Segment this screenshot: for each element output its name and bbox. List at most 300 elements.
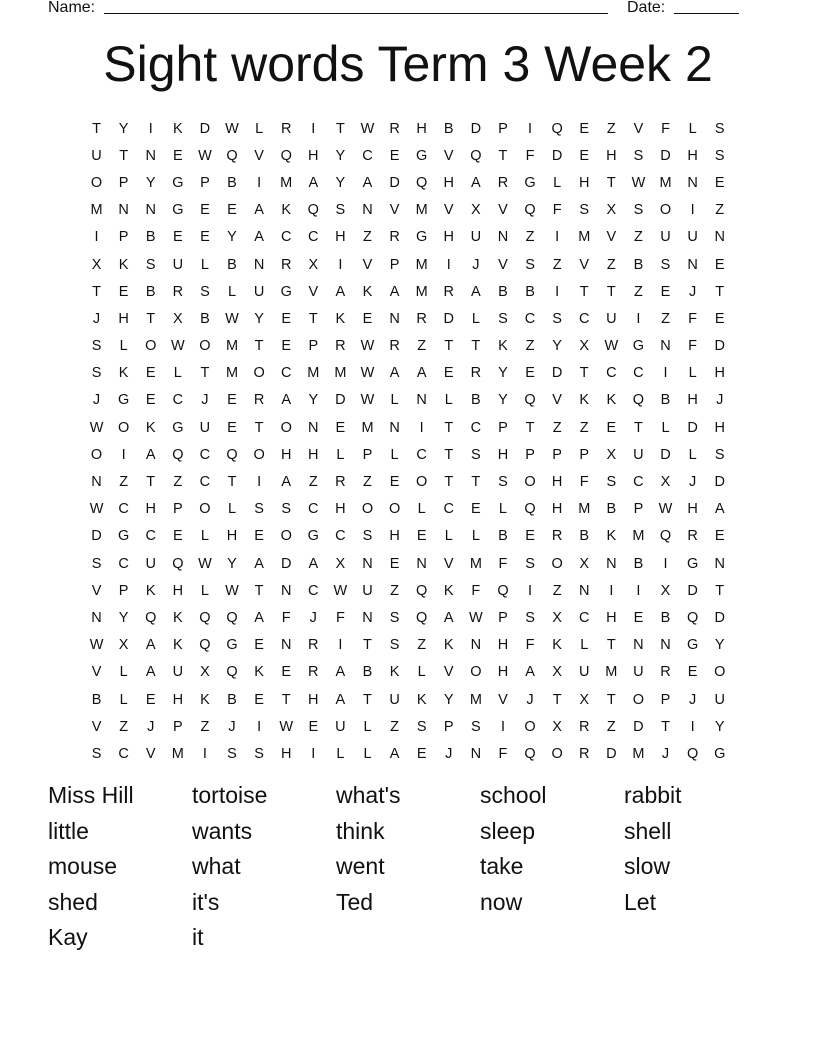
grid-letter[interactable]: M: [225, 338, 239, 355]
grid-letter[interactable]: A: [254, 229, 264, 246]
grid-letter[interactable]: U: [578, 664, 590, 681]
grid-letter[interactable]: X: [579, 691, 590, 708]
grid-letter[interactable]: V: [389, 202, 400, 219]
grid-letter[interactable]: Y: [145, 174, 156, 191]
grid-letter[interactable]: E: [200, 229, 210, 246]
grid-letter[interactable]: K: [579, 392, 590, 409]
grid-letter[interactable]: L: [119, 691, 128, 708]
grid-letter[interactable]: D: [606, 745, 617, 762]
grid-letter[interactable]: R: [551, 528, 563, 545]
grid-letter[interactable]: A: [389, 283, 400, 300]
grid-letter[interactable]: S: [145, 256, 156, 273]
grid-letter[interactable]: D: [714, 338, 725, 355]
grid-letter[interactable]: E: [579, 147, 590, 164]
grid-letter[interactable]: P: [443, 718, 454, 735]
grid-letter[interactable]: H: [280, 745, 292, 762]
grid-letter[interactable]: M: [334, 365, 347, 382]
grid-letter[interactable]: E: [200, 202, 210, 219]
grid-letter[interactable]: N: [145, 147, 156, 164]
grid-letter[interactable]: R: [389, 338, 400, 355]
grid-letter[interactable]: F: [579, 474, 589, 491]
grid-letter[interactable]: J: [526, 691, 534, 708]
grid-letter[interactable]: U: [389, 691, 400, 708]
grid-letter[interactable]: C: [308, 229, 319, 246]
grid-letter[interactable]: N: [362, 555, 373, 572]
grid-letter[interactable]: C: [172, 392, 184, 409]
grid-letter[interactable]: Q: [416, 609, 428, 626]
grid-letter[interactable]: V: [579, 256, 590, 273]
grid-letter[interactable]: M: [225, 365, 239, 382]
grid-letter[interactable]: G: [172, 419, 184, 436]
grid-letter[interactable]: Q: [280, 147, 292, 164]
grid-letter[interactable]: R: [280, 256, 292, 273]
grid-letter[interactable]: L: [417, 501, 426, 518]
grid-letter[interactable]: L: [688, 446, 697, 463]
grid-letter[interactable]: N: [497, 229, 509, 246]
grid-letter[interactable]: Q: [524, 745, 536, 762]
grid-letter[interactable]: J: [688, 283, 697, 300]
grid-letter[interactable]: W: [225, 120, 239, 137]
grid-letter[interactable]: H: [551, 501, 563, 518]
grid-letter[interactable]: H: [497, 637, 509, 654]
grid-letter[interactable]: J: [92, 310, 101, 327]
grid-letter[interactable]: Q: [524, 202, 536, 219]
grid-letter[interactable]: I: [690, 718, 695, 735]
grid-letter[interactable]: D: [91, 528, 102, 545]
grid-letter[interactable]: T: [715, 582, 725, 599]
grid-letter[interactable]: Z: [661, 310, 670, 327]
grid-letter[interactable]: Z: [390, 582, 399, 599]
grid-letter[interactable]: N: [389, 419, 400, 436]
grid-letter[interactable]: L: [498, 501, 507, 518]
grid-letter[interactable]: K: [118, 365, 129, 382]
grid-letter[interactable]: E: [416, 528, 427, 545]
grid-letter[interactable]: C: [362, 147, 373, 164]
grid-letter[interactable]: T: [363, 691, 372, 708]
grid-letter[interactable]: S: [362, 528, 373, 545]
grid-letter[interactable]: E: [633, 609, 644, 626]
grid-letter[interactable]: E: [227, 202, 237, 219]
grid-letter[interactable]: R: [253, 392, 265, 409]
grid-letter[interactable]: L: [200, 256, 209, 273]
grid-letter[interactable]: A: [714, 501, 725, 518]
grid-letter[interactable]: D: [714, 474, 725, 491]
grid-letter[interactable]: E: [714, 256, 725, 273]
grid-letter[interactable]: R: [470, 365, 482, 382]
grid-letter[interactable]: P: [660, 691, 671, 708]
grid-letter[interactable]: S: [254, 745, 264, 762]
grid-letter[interactable]: I: [636, 310, 641, 327]
grid-letter[interactable]: I: [94, 229, 99, 246]
grid-letter[interactable]: H: [308, 147, 319, 164]
grid-letter[interactable]: R: [497, 174, 509, 191]
grid-letter[interactable]: H: [335, 229, 346, 246]
grid-letter[interactable]: B: [498, 528, 508, 545]
grid-letter[interactable]: L: [255, 120, 264, 137]
grid-letter[interactable]: N: [416, 555, 427, 572]
grid-letter[interactable]: N: [660, 338, 671, 355]
grid-letter[interactable]: M: [659, 174, 672, 191]
grid-letter[interactable]: G: [416, 147, 428, 164]
grid-letter[interactable]: I: [338, 637, 343, 654]
grid-letter[interactable]: Z: [715, 202, 725, 219]
grid-letter[interactable]: A: [145, 446, 156, 463]
grid-letter[interactable]: B: [443, 120, 454, 137]
grid-letter[interactable]: X: [579, 338, 590, 355]
grid-letter[interactable]: B: [660, 392, 671, 409]
grid-letter[interactable]: N: [687, 256, 698, 273]
grid-letter[interactable]: Q: [497, 582, 509, 599]
grid-letter[interactable]: E: [227, 419, 237, 436]
grid-letter[interactable]: E: [172, 229, 183, 246]
grid-letter[interactable]: T: [308, 310, 318, 327]
grid-letter[interactable]: J: [92, 392, 101, 409]
grid-letter[interactable]: I: [690, 202, 695, 219]
grid-letter[interactable]: Y: [443, 691, 454, 708]
grid-letter[interactable]: E: [525, 365, 535, 382]
grid-letter[interactable]: Y: [308, 392, 319, 409]
grid-letter[interactable]: W: [89, 501, 104, 518]
grid-letter[interactable]: M: [415, 283, 428, 300]
grid-letter[interactable]: Y: [498, 365, 508, 382]
grid-letter[interactable]: V: [91, 582, 102, 599]
grid-letter[interactable]: L: [417, 664, 426, 681]
grid-letter[interactable]: L: [200, 528, 209, 545]
grid-letter[interactable]: S: [633, 202, 644, 219]
grid-letter[interactable]: P: [118, 229, 129, 246]
grid-letter[interactable]: N: [308, 419, 319, 436]
grid-letter[interactable]: P: [525, 446, 535, 463]
grid-letter[interactable]: B: [145, 229, 156, 246]
grid-letter[interactable]: G: [714, 745, 726, 762]
grid-letter[interactable]: D: [687, 419, 698, 436]
grid-letter[interactable]: Z: [633, 229, 643, 246]
grid-letter[interactable]: C: [443, 501, 454, 518]
grid-letter[interactable]: T: [335, 120, 345, 137]
grid-letter[interactable]: W: [225, 582, 239, 599]
grid-letter[interactable]: K: [606, 528, 617, 545]
grid-letter[interactable]: D: [280, 555, 292, 572]
grid-letter[interactable]: R: [660, 664, 671, 681]
grid-letter[interactable]: Q: [307, 202, 319, 219]
grid-letter[interactable]: A: [471, 283, 481, 300]
grid-letter[interactable]: Y: [118, 609, 129, 626]
grid-letter[interactable]: Q: [199, 609, 211, 626]
grid-letter[interactable]: B: [200, 310, 210, 327]
grid-letter[interactable]: Z: [579, 419, 589, 436]
grid-letter[interactable]: D: [335, 392, 346, 409]
grid-letter[interactable]: N: [91, 474, 102, 491]
grid-letter[interactable]: H: [280, 446, 292, 463]
grid-letter[interactable]: S: [91, 338, 102, 355]
grid-letter[interactable]: Z: [525, 338, 535, 355]
grid-letter[interactable]: X: [552, 664, 562, 681]
grid-letter[interactable]: G: [632, 338, 645, 355]
grid-letter[interactable]: H: [443, 229, 454, 246]
grid-letter[interactable]: H: [416, 120, 427, 137]
grid-letter[interactable]: E: [471, 501, 481, 518]
grid-letter[interactable]: W: [225, 310, 239, 327]
grid-letter[interactable]: B: [633, 256, 644, 273]
grid-letter[interactable]: R: [389, 120, 400, 137]
grid-letter[interactable]: G: [172, 174, 184, 191]
grid-letter[interactable]: D: [660, 147, 671, 164]
grid-letter[interactable]: V: [498, 202, 508, 219]
grid-letter[interactable]: O: [714, 664, 726, 681]
grid-letter[interactable]: A: [145, 637, 156, 654]
grid-letter[interactable]: H: [497, 446, 509, 463]
grid-letter[interactable]: L: [580, 637, 589, 654]
grid-letter[interactable]: K: [362, 283, 373, 300]
grid-letter[interactable]: Y: [227, 229, 237, 246]
grid-letter[interactable]: X: [660, 582, 671, 599]
grid-letter[interactable]: N: [714, 229, 725, 246]
grid-letter[interactable]: H: [443, 174, 454, 191]
grid-letter[interactable]: V: [498, 256, 508, 273]
grid-letter[interactable]: D: [633, 718, 644, 735]
grid-letter[interactable]: E: [443, 365, 454, 382]
grid-letter[interactable]: C: [633, 474, 644, 491]
grid-letter[interactable]: S: [254, 501, 264, 518]
grid-letter[interactable]: Z: [363, 474, 372, 491]
grid-letter[interactable]: C: [578, 609, 590, 626]
grid-letter[interactable]: K: [606, 392, 617, 409]
grid-letter[interactable]: S: [525, 609, 535, 626]
grid-letter[interactable]: P: [579, 446, 590, 463]
grid-letter[interactable]: E: [389, 555, 400, 572]
grid-letter[interactable]: L: [661, 419, 670, 436]
grid-letter[interactable]: C: [145, 528, 156, 545]
grid-letter[interactable]: N: [470, 637, 482, 654]
grid-letter[interactable]: L: [363, 745, 372, 762]
grid-letter[interactable]: T: [92, 283, 101, 300]
grid-letter[interactable]: I: [636, 582, 641, 599]
grid-letter[interactable]: Z: [633, 283, 643, 300]
grid-letter[interactable]: H: [551, 474, 563, 491]
grid-letter[interactable]: K: [145, 582, 156, 599]
grid-letter[interactable]: H: [118, 310, 129, 327]
grid-letter[interactable]: B: [227, 174, 237, 191]
grid-letter[interactable]: J: [228, 718, 236, 735]
grid-letter[interactable]: A: [525, 664, 535, 681]
grid-letter[interactable]: H: [687, 147, 698, 164]
grid-letter[interactable]: J: [716, 392, 724, 409]
grid-letter[interactable]: C: [524, 310, 536, 327]
grid-letter[interactable]: V: [606, 229, 617, 246]
grid-letter[interactable]: Y: [552, 338, 562, 355]
grid-letter[interactable]: T: [444, 338, 454, 355]
grid-letter[interactable]: F: [661, 120, 670, 137]
grid-letter[interactable]: L: [444, 528, 453, 545]
grid-letter[interactable]: M: [578, 229, 591, 246]
grid-letter[interactable]: A: [308, 555, 319, 572]
grid-letter[interactable]: P: [498, 120, 508, 137]
grid-letter[interactable]: X: [200, 664, 210, 681]
grid-letter[interactable]: I: [555, 229, 560, 246]
grid-letter[interactable]: M: [90, 202, 103, 219]
grid-letter[interactable]: I: [419, 419, 424, 436]
grid-letter[interactable]: R: [443, 283, 454, 300]
grid-letter[interactable]: Z: [173, 474, 183, 491]
grid-letter[interactable]: O: [253, 446, 265, 463]
grid-letter[interactable]: M: [578, 501, 591, 518]
grid-letter[interactable]: E: [145, 392, 156, 409]
grid-letter[interactable]: S: [471, 718, 481, 735]
grid-letter[interactable]: L: [390, 446, 399, 463]
grid-letter[interactable]: L: [227, 283, 237, 300]
grid-letter[interactable]: F: [552, 202, 562, 219]
grid-letter[interactable]: T: [363, 637, 372, 654]
grid-letter[interactable]: K: [281, 202, 292, 219]
grid-letter[interactable]: N: [362, 202, 373, 219]
grid-letter[interactable]: W: [170, 338, 185, 355]
grid-letter[interactable]: N: [714, 555, 725, 572]
grid-letter[interactable]: I: [446, 256, 451, 273]
name-blank-line[interactable]: [104, 13, 608, 14]
grid-letter[interactable]: O: [659, 202, 672, 219]
grid-letter[interactable]: Q: [416, 582, 428, 599]
grid-letter[interactable]: C: [308, 501, 319, 518]
grid-letter[interactable]: U: [470, 229, 482, 246]
grid-letter[interactable]: V: [443, 202, 454, 219]
grid-letter[interactable]: X: [308, 256, 319, 273]
grid-letter[interactable]: A: [335, 691, 346, 708]
grid-letter[interactable]: M: [632, 745, 645, 762]
grid-letter[interactable]: P: [633, 501, 644, 518]
grid-letter[interactable]: H: [226, 528, 238, 545]
grid-letter[interactable]: Y: [335, 147, 346, 164]
grid-letter[interactable]: M: [469, 555, 482, 572]
grid-letter[interactable]: M: [605, 664, 618, 681]
grid-letter[interactable]: K: [498, 338, 508, 355]
grid-letter[interactable]: M: [307, 365, 320, 382]
grid-letter[interactable]: O: [632, 691, 645, 708]
grid-letter[interactable]: Z: [363, 229, 372, 246]
grid-letter[interactable]: H: [145, 501, 156, 518]
grid-letter[interactable]: J: [688, 474, 697, 491]
grid-letter[interactable]: O: [90, 174, 103, 191]
grid-letter[interactable]: F: [281, 609, 291, 626]
grid-letter[interactable]: S: [714, 147, 725, 164]
grid-letter[interactable]: R: [335, 338, 346, 355]
grid-letter[interactable]: E: [335, 419, 346, 436]
grid-letter[interactable]: Q: [551, 120, 563, 137]
grid-letter[interactable]: X: [579, 555, 590, 572]
grid-letter[interactable]: H: [389, 528, 400, 545]
grid-letter[interactable]: V: [552, 392, 562, 409]
grid-letter[interactable]: B: [91, 691, 102, 708]
grid-letter[interactable]: U: [606, 310, 617, 327]
grid-letter[interactable]: C: [606, 365, 617, 382]
grid-letter[interactable]: V: [91, 718, 102, 735]
grid-letter[interactable]: N: [660, 637, 671, 654]
grid-letter[interactable]: I: [257, 718, 262, 735]
grid-letter[interactable]: I: [528, 120, 533, 137]
grid-letter[interactable]: Q: [172, 446, 184, 463]
grid-letter[interactable]: S: [91, 555, 102, 572]
grid-letter[interactable]: A: [335, 283, 346, 300]
grid-letter[interactable]: T: [579, 365, 589, 382]
grid-letter[interactable]: I: [121, 446, 126, 463]
grid-letter[interactable]: D: [443, 310, 454, 327]
grid-letter[interactable]: S: [498, 310, 508, 327]
grid-letter[interactable]: P: [172, 718, 183, 735]
grid-letter[interactable]: X: [335, 555, 346, 572]
grid-letter[interactable]: Z: [308, 474, 318, 491]
grid-letter[interactable]: X: [660, 474, 671, 491]
grid-letter[interactable]: C: [118, 501, 129, 518]
grid-letter[interactable]: E: [281, 664, 292, 681]
grid-letter[interactable]: V: [443, 664, 454, 681]
grid-letter[interactable]: J: [661, 745, 670, 762]
grid-letter[interactable]: D: [660, 446, 671, 463]
grid-letter[interactable]: B: [362, 664, 373, 681]
grid-letter[interactable]: M: [469, 691, 482, 708]
grid-letter[interactable]: L: [119, 664, 128, 681]
grid-letter[interactable]: K: [443, 637, 454, 654]
grid-letter[interactable]: N: [280, 637, 292, 654]
grid-letter[interactable]: Z: [552, 582, 562, 599]
grid-letter[interactable]: H: [172, 582, 184, 599]
grid-letter[interactable]: S: [91, 365, 102, 382]
grid-letter[interactable]: X: [606, 446, 617, 463]
grid-letter[interactable]: F: [688, 338, 698, 355]
grid-letter[interactable]: S: [227, 745, 237, 762]
grid-letter[interactable]: K: [145, 419, 156, 436]
grid-letter[interactable]: A: [281, 474, 292, 491]
grid-letter[interactable]: W: [279, 718, 294, 735]
grid-letter[interactable]: C: [118, 555, 129, 572]
grid-letter[interactable]: Y: [227, 555, 237, 572]
grid-letter[interactable]: Q: [470, 147, 482, 164]
grid-letter[interactable]: A: [308, 174, 319, 191]
grid-letter[interactable]: T: [200, 365, 210, 382]
grid-letter[interactable]: Q: [659, 528, 672, 545]
grid-letter[interactable]: U: [199, 419, 211, 436]
grid-letter[interactable]: A: [471, 174, 481, 191]
grid-letter[interactable]: Q: [226, 609, 238, 626]
grid-letter[interactable]: A: [362, 174, 373, 191]
grid-letter[interactable]: I: [609, 582, 614, 599]
grid-letter[interactable]: K: [254, 664, 264, 681]
grid-letter[interactable]: I: [500, 718, 505, 735]
grid-letter[interactable]: N: [253, 256, 265, 273]
grid-letter[interactable]: O: [361, 501, 374, 518]
grid-letter[interactable]: E: [687, 664, 698, 681]
grid-letter[interactable]: E: [145, 365, 156, 382]
grid-letter[interactable]: L: [200, 582, 209, 599]
grid-letter[interactable]: X: [118, 637, 129, 654]
grid-letter[interactable]: U: [633, 664, 644, 681]
grid-letter[interactable]: V: [145, 745, 156, 762]
grid-letter[interactable]: T: [254, 582, 264, 599]
grid-letter[interactable]: P: [498, 419, 508, 436]
grid-letter[interactable]: T: [661, 718, 670, 735]
grid-letter[interactable]: T: [633, 419, 643, 436]
grid-letter[interactable]: Q: [226, 446, 238, 463]
grid-letter[interactable]: A: [335, 664, 346, 681]
grid-letter[interactable]: J: [309, 609, 317, 626]
grid-letter[interactable]: H: [172, 691, 184, 708]
grid-letter[interactable]: P: [389, 256, 400, 273]
grid-letter[interactable]: S: [281, 501, 292, 518]
grid-letter[interactable]: L: [173, 365, 182, 382]
grid-letter[interactable]: G: [307, 528, 319, 545]
grid-letter[interactable]: T: [444, 419, 454, 436]
grid-letter[interactable]: N: [145, 202, 156, 219]
grid-letter[interactable]: L: [553, 174, 562, 191]
grid-letter[interactable]: U: [687, 229, 698, 246]
